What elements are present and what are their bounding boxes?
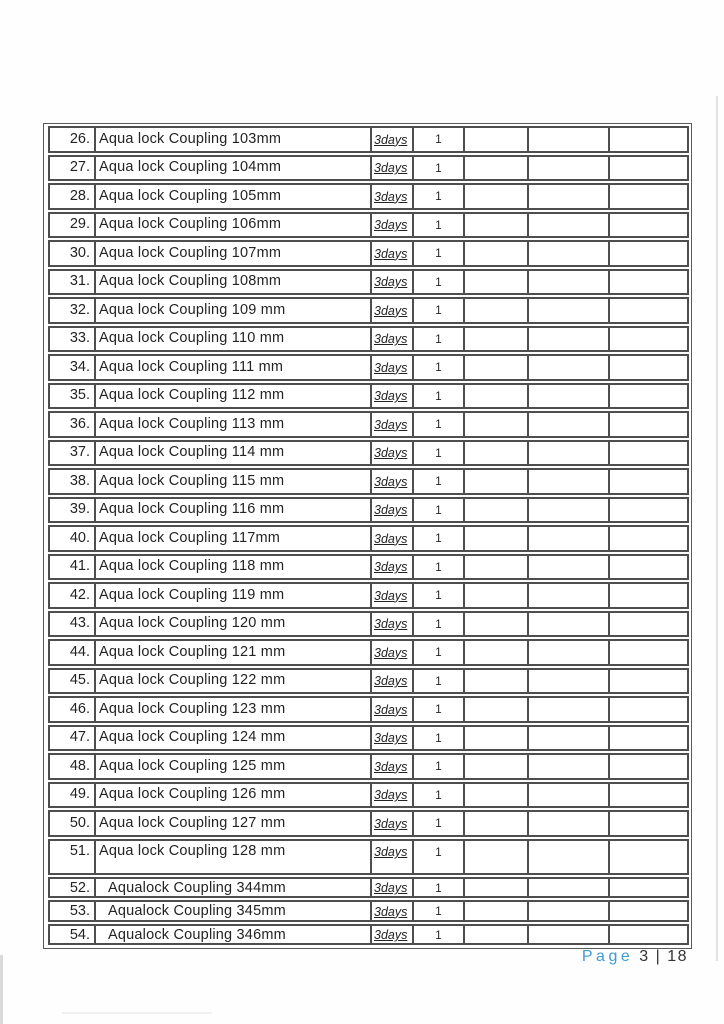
empty-cell-2	[529, 413, 610, 436]
lead-time-cell: 3days	[372, 727, 414, 750]
quantity-cell: 1	[414, 442, 465, 465]
table-row	[48, 411, 689, 438]
row-number-cell: 52.	[50, 879, 96, 897]
empty-cell-3	[610, 157, 687, 180]
table-row	[48, 440, 689, 467]
lead-time-cell: 3days	[372, 470, 414, 493]
empty-cell-3	[610, 299, 687, 322]
lead-time-cell: 3days	[372, 841, 414, 873]
lead-time-cell: 3days	[372, 755, 414, 778]
empty-cell-2	[529, 727, 610, 750]
empty-cell-3	[610, 442, 687, 465]
description-cell: Aqua lock Coupling 106mm	[96, 214, 372, 237]
quantity-cell: 1	[414, 784, 465, 807]
empty-cell-2	[529, 328, 610, 351]
lead-time-cell: 3days	[372, 385, 414, 408]
quantity-cell: 1	[414, 841, 465, 873]
row-number-cell: 29.	[50, 214, 96, 237]
table-row	[48, 269, 689, 296]
empty-cell-2	[529, 698, 610, 721]
empty-cell-2	[529, 128, 610, 151]
empty-cell-2	[529, 902, 610, 920]
row-number-cell: 33.	[50, 328, 96, 351]
empty-cell-2	[529, 784, 610, 807]
quantity-cell: 1	[414, 499, 465, 522]
description-cell: Aqua lock Coupling 123 mm	[96, 698, 372, 721]
empty-cell-2	[529, 299, 610, 322]
table-row	[48, 212, 689, 239]
page-value: 3 | 18	[639, 948, 688, 965]
description-cell: Aqua lock Coupling 108mm	[96, 271, 372, 294]
empty-cell-2	[529, 812, 610, 835]
quantity-cell: 1	[414, 328, 465, 351]
empty-cell-1	[465, 812, 529, 835]
quantity-cell: 1	[414, 214, 465, 237]
empty-cell-2	[529, 641, 610, 664]
empty-cell-1	[465, 157, 529, 180]
quantity-cell: 1	[414, 755, 465, 778]
row-number-cell: 48.	[50, 755, 96, 778]
description-cell: Aqua lock Coupling 107mm	[96, 242, 372, 265]
empty-cell-2	[529, 214, 610, 237]
empty-cell-1	[465, 556, 529, 579]
description-cell: Aqua lock Coupling 114 mm	[96, 442, 372, 465]
empty-cell-2	[529, 157, 610, 180]
empty-cell-1	[465, 499, 529, 522]
scan-smudge	[62, 1012, 212, 1014]
empty-cell-2	[529, 442, 610, 465]
table-row	[48, 183, 689, 210]
empty-cell-1	[465, 242, 529, 265]
quantity-cell: 1	[414, 527, 465, 550]
scan-edge-shadow-left	[0, 955, 3, 1024]
lead-time-cell: 3days	[372, 670, 414, 693]
lead-time-cell: 3days	[372, 926, 414, 944]
quantity-cell: 1	[414, 727, 465, 750]
quantity-cell: 1	[414, 613, 465, 636]
page-label: Page	[581, 948, 634, 965]
table-row	[48, 354, 689, 381]
table-body	[48, 126, 689, 945]
empty-cell-2	[529, 271, 610, 294]
table-row	[48, 900, 689, 922]
empty-cell-1	[465, 784, 529, 807]
empty-cell-1	[465, 841, 529, 873]
table-row	[48, 611, 689, 638]
row-number-cell: 46.	[50, 698, 96, 721]
row-number-cell: 45.	[50, 670, 96, 693]
empty-cell-3	[610, 902, 687, 920]
quantity-cell: 1	[414, 879, 465, 897]
empty-cell-1	[465, 755, 529, 778]
empty-cell-1	[465, 185, 529, 208]
lead-time-cell: 3days	[372, 499, 414, 522]
quantity-cell: 1	[414, 299, 465, 322]
lead-time-cell: 3days	[372, 556, 414, 579]
table-row	[48, 297, 689, 324]
empty-cell-3	[610, 499, 687, 522]
empty-cell-3	[610, 185, 687, 208]
empty-cell-1	[465, 879, 529, 897]
scan-edge-shadow-right	[716, 96, 718, 961]
table-row	[48, 525, 689, 552]
empty-cell-3	[610, 641, 687, 664]
description-cell: Aqualock Coupling 344mm	[96, 879, 372, 897]
empty-cell-1	[465, 128, 529, 151]
row-number-cell: 54.	[50, 926, 96, 944]
empty-cell-1	[465, 413, 529, 436]
row-number-cell: 42.	[50, 584, 96, 607]
description-cell: Aqua lock Coupling 104mm	[96, 157, 372, 180]
lead-time-cell: 3days	[372, 242, 414, 265]
description-cell: Aqua lock Coupling 112 mm	[96, 385, 372, 408]
quantity-cell: 1	[414, 385, 465, 408]
quantity-cell: 1	[414, 242, 465, 265]
description-cell: Aqualock Coupling 345mm	[96, 902, 372, 920]
table-row	[48, 468, 689, 495]
description-cell: Aqua lock Coupling 110 mm	[96, 328, 372, 351]
lead-time-cell: 3days	[372, 879, 414, 897]
description-cell: Aqua lock Coupling 124 mm	[96, 727, 372, 750]
table-row	[48, 782, 689, 809]
quantity-cell: 1	[414, 356, 465, 379]
description-cell: Aqua lock Coupling 128 mm	[96, 841, 372, 873]
empty-cell-2	[529, 841, 610, 873]
empty-cell-2	[529, 527, 610, 550]
description-cell: Aqua lock Coupling 115 mm	[96, 470, 372, 493]
table-row	[48, 126, 689, 153]
empty-cell-1	[465, 442, 529, 465]
lead-time-cell: 3days	[372, 584, 414, 607]
empty-cell-1	[465, 470, 529, 493]
empty-cell-3	[610, 527, 687, 550]
lead-time-cell: 3days	[372, 328, 414, 351]
empty-cell-2	[529, 613, 610, 636]
lead-time-cell: 3days	[372, 698, 414, 721]
empty-cell-1	[465, 926, 529, 944]
lead-time-cell: 3days	[372, 442, 414, 465]
empty-cell-2	[529, 185, 610, 208]
empty-cell-2	[529, 499, 610, 522]
description-cell: Aqualock Coupling 346mm	[96, 926, 372, 944]
lead-time-cell: 3days	[372, 356, 414, 379]
table-row	[48, 155, 689, 182]
row-number-cell: 36.	[50, 413, 96, 436]
description-cell: Aqua lock Coupling 127 mm	[96, 812, 372, 835]
quantity-cell: 1	[414, 271, 465, 294]
empty-cell-3	[610, 584, 687, 607]
description-cell: Aqua lock Coupling 120 mm	[96, 613, 372, 636]
empty-cell-1	[465, 670, 529, 693]
description-cell: Aqua lock Coupling 121 mm	[96, 641, 372, 664]
quantity-cell: 1	[414, 556, 465, 579]
quantity-cell: 1	[414, 584, 465, 607]
row-number-cell: 27.	[50, 157, 96, 180]
empty-cell-3	[610, 214, 687, 237]
empty-cell-1	[465, 584, 529, 607]
empty-cell-2	[529, 470, 610, 493]
empty-cell-1	[465, 902, 529, 920]
row-number-cell: 26.	[50, 128, 96, 151]
row-number-cell: 43.	[50, 613, 96, 636]
empty-cell-3	[610, 698, 687, 721]
lead-time-cell: 3days	[372, 271, 414, 294]
table-row	[48, 753, 689, 780]
empty-cell-3	[610, 556, 687, 579]
description-cell: Aqua lock Coupling 111 mm	[96, 356, 372, 379]
empty-cell-1	[465, 356, 529, 379]
empty-cell-2	[529, 356, 610, 379]
quantity-cell: 1	[414, 470, 465, 493]
empty-cell-1	[465, 299, 529, 322]
lead-time-cell: 3days	[372, 902, 414, 920]
empty-cell-3	[610, 784, 687, 807]
empty-cell-2	[529, 879, 610, 897]
table-row	[48, 839, 689, 875]
lead-time-cell: 3days	[372, 641, 414, 664]
empty-cell-3	[610, 128, 687, 151]
row-number-cell: 30.	[50, 242, 96, 265]
empty-cell-3	[610, 727, 687, 750]
table-row	[48, 554, 689, 581]
description-cell: Aqua lock Coupling 126 mm	[96, 784, 372, 807]
table-row	[48, 924, 689, 946]
quantity-cell: 1	[414, 185, 465, 208]
quantity-cell: 1	[414, 128, 465, 151]
table-row	[48, 725, 689, 752]
row-number-cell: 53.	[50, 902, 96, 920]
description-cell: Aqua lock Coupling 125 mm	[96, 755, 372, 778]
row-number-cell: 50.	[50, 812, 96, 835]
empty-cell-3	[610, 755, 687, 778]
row-number-cell: 41.	[50, 556, 96, 579]
quantity-cell: 1	[414, 698, 465, 721]
empty-cell-3	[610, 242, 687, 265]
description-cell: Aqua lock Coupling 117mm	[96, 527, 372, 550]
items-table	[43, 123, 692, 949]
row-number-cell: 32.	[50, 299, 96, 322]
table-row	[48, 696, 689, 723]
quantity-cell: 1	[414, 926, 465, 944]
quantity-cell: 1	[414, 812, 465, 835]
empty-cell-3	[610, 926, 687, 944]
empty-cell-3	[610, 841, 687, 873]
description-cell: Aqua lock Coupling 119 mm	[96, 584, 372, 607]
empty-cell-2	[529, 670, 610, 693]
table-row	[48, 240, 689, 267]
lead-time-cell: 3days	[372, 214, 414, 237]
lead-time-cell: 3days	[372, 157, 414, 180]
lead-time-cell: 3days	[372, 128, 414, 151]
lead-time-cell: 3days	[372, 613, 414, 636]
table-row	[48, 668, 689, 695]
description-cell: Aqua lock Coupling 116 mm	[96, 499, 372, 522]
table-row	[48, 639, 689, 666]
row-number-cell: 37.	[50, 442, 96, 465]
empty-cell-1	[465, 385, 529, 408]
lead-time-cell: 3days	[372, 299, 414, 322]
lead-time-cell: 3days	[372, 527, 414, 550]
empty-cell-3	[610, 413, 687, 436]
empty-cell-1	[465, 698, 529, 721]
empty-cell-1	[465, 727, 529, 750]
empty-cell-1	[465, 641, 529, 664]
empty-cell-3	[610, 670, 687, 693]
empty-cell-3	[610, 812, 687, 835]
page-number	[582, 948, 688, 966]
empty-cell-1	[465, 328, 529, 351]
row-number-cell: 51.	[50, 841, 96, 873]
row-number-cell: 35.	[50, 385, 96, 408]
empty-cell-2	[529, 584, 610, 607]
empty-cell-3	[610, 879, 687, 897]
lead-time-cell: 3days	[372, 784, 414, 807]
table-row	[48, 383, 689, 410]
empty-cell-2	[529, 556, 610, 579]
row-number-cell: 28.	[50, 185, 96, 208]
description-cell: Aqua lock Coupling 105mm	[96, 185, 372, 208]
quantity-cell: 1	[414, 670, 465, 693]
row-number-cell: 34.	[50, 356, 96, 379]
empty-cell-3	[610, 328, 687, 351]
empty-cell-2	[529, 926, 610, 944]
table-row	[48, 877, 689, 899]
description-cell: Aqua lock Coupling 103mm	[96, 128, 372, 151]
lead-time-cell: 3days	[372, 185, 414, 208]
description-cell: Aqua lock Coupling 113 mm	[96, 413, 372, 436]
row-number-cell: 31.	[50, 271, 96, 294]
empty-cell-2	[529, 242, 610, 265]
description-cell: Aqua lock Coupling 122 mm	[96, 670, 372, 693]
row-number-cell: 39.	[50, 499, 96, 522]
empty-cell-3	[610, 385, 687, 408]
empty-cell-1	[465, 613, 529, 636]
lead-time-cell: 3days	[372, 413, 414, 436]
empty-cell-3	[610, 271, 687, 294]
empty-cell-2	[529, 755, 610, 778]
lead-time-cell: 3days	[372, 812, 414, 835]
empty-cell-1	[465, 214, 529, 237]
row-number-cell: 38.	[50, 470, 96, 493]
quantity-cell: 1	[414, 641, 465, 664]
empty-cell-3	[610, 470, 687, 493]
table-row	[48, 582, 689, 609]
empty-cell-2	[529, 385, 610, 408]
empty-cell-1	[465, 527, 529, 550]
table-row	[48, 326, 689, 353]
row-number-cell: 44.	[50, 641, 96, 664]
quantity-cell: 1	[414, 413, 465, 436]
empty-cell-3	[610, 613, 687, 636]
row-number-cell: 40.	[50, 527, 96, 550]
empty-cell-1	[465, 271, 529, 294]
table-row	[48, 810, 689, 837]
description-cell: Aqua lock Coupling 118 mm	[96, 556, 372, 579]
quantity-cell: 1	[414, 157, 465, 180]
empty-cell-3	[610, 356, 687, 379]
quantity-cell: 1	[414, 902, 465, 920]
row-number-cell: 49.	[50, 784, 96, 807]
description-cell: Aqua lock Coupling 109 mm	[96, 299, 372, 322]
row-number-cell: 47.	[50, 727, 96, 750]
table-row	[48, 497, 689, 524]
